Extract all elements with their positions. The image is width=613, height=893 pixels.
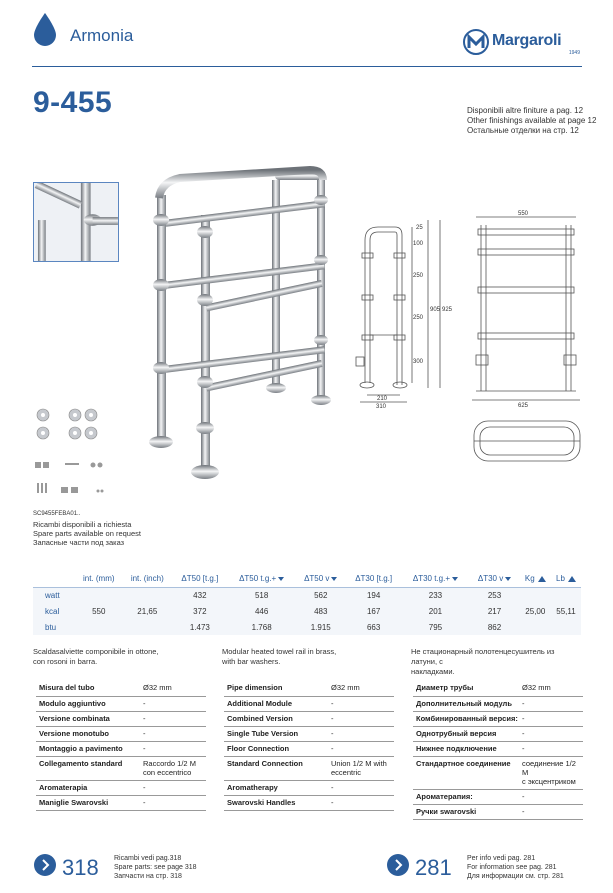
feature-value: - <box>328 795 394 810</box>
feature-key: Versione combinata <box>36 711 140 726</box>
spare-parts-line-en: Spare parts available on request <box>33 529 141 538</box>
product-photo <box>145 160 345 485</box>
feature-value: - <box>140 711 206 726</box>
table-row <box>413 789 583 804</box>
feature-value: - <box>140 726 206 741</box>
description-it <box>33 647 193 667</box>
finishes-line-it: Disponibili altre finiture a pag. 12 <box>467 106 584 115</box>
features-table-en <box>224 681 394 811</box>
feature-key: Нижнее подключение <box>413 741 519 756</box>
table-row <box>224 741 394 756</box>
feature-key: Aromatherapy <box>224 780 328 795</box>
feature-value: - <box>519 741 583 756</box>
feature-value: - <box>328 726 394 741</box>
feature-value-line: Union 1/2 M with <box>331 758 387 768</box>
description-en <box>222 647 382 667</box>
spare-parts-code: SC9455FEBA01.. <box>33 511 81 517</box>
features-table-it <box>36 681 206 811</box>
feature-key: Aromaterapia <box>36 780 140 795</box>
feature-value: Ø32 mm <box>328 681 394 696</box>
cell: 253 <box>469 587 519 603</box>
dim-25: 25 <box>416 225 423 231</box>
feature-value: - <box>328 711 394 726</box>
description-ru-line: накладками. <box>411 667 455 676</box>
table-header-row <box>33 571 581 587</box>
weight-icon <box>568 576 576 582</box>
dim-905: 905 <box>430 307 441 313</box>
feature-key: Modulo aggiuntivo <box>36 696 140 711</box>
table-row <box>413 741 583 756</box>
table-row <box>33 619 581 635</box>
feature-key: Additional Module <box>224 696 328 711</box>
table-row <box>36 711 206 726</box>
feature-key: Maniglie Swarovski <box>36 795 140 810</box>
feature-value-line: con eccentrico <box>143 767 192 777</box>
description-ru-line: Не стационарный полотенцесушитель из латуни, с <box>411 647 555 666</box>
footer-line-ru: Запчасти на стр. 318 <box>114 873 182 880</box>
feature-value <box>140 756 206 780</box>
feature-key: Диаметр трубы <box>413 681 519 696</box>
logo-mark-icon <box>462 28 490 56</box>
header-dt50-tgplus <box>228 571 296 587</box>
detail-thumbnail <box>33 182 119 262</box>
cell <box>123 619 173 635</box>
feature-key: Pipe dimension <box>224 681 328 696</box>
chevron-down-icon <box>452 577 458 581</box>
table-row <box>33 603 581 619</box>
feature-value: - <box>519 726 583 741</box>
dim-250-a: 250 <box>413 273 424 279</box>
collection-name: Armonia <box>70 26 134 45</box>
arrow-right-icon <box>34 854 56 876</box>
header-dt50-v <box>296 571 346 587</box>
feature-key: Дополнительный модуль <box>413 696 519 711</box>
header-dt50-v-label: ΔT50 v <box>304 574 330 584</box>
table-row <box>36 681 206 696</box>
feature-key: Single Tube Version <box>224 726 328 741</box>
dim-210: 210 <box>377 396 388 402</box>
cell-lb: 55,11 <box>551 603 581 619</box>
feature-value: Ø32 mm <box>140 681 206 696</box>
table-row <box>224 756 394 780</box>
dim-100: 100 <box>413 241 424 247</box>
table-row <box>413 711 583 726</box>
cell: 167 <box>346 603 402 619</box>
header-divider <box>32 66 582 67</box>
feature-value: - <box>519 711 583 726</box>
product-code: 9-455 <box>33 86 113 119</box>
table-row <box>33 587 581 603</box>
feature-key: Misura del tubo <box>36 681 140 696</box>
spare-parts-line-it: Ricambi disponibili a richiesta <box>33 520 132 529</box>
cell: 795 <box>401 619 469 635</box>
spare-parts-image <box>33 405 113 505</box>
cell <box>75 587 123 603</box>
footer-line-ru: Для информации см. стр. 281 <box>467 873 564 880</box>
footer-page-number: 281 <box>415 855 452 880</box>
cell <box>75 619 123 635</box>
table-row <box>413 756 583 789</box>
cell <box>551 587 581 603</box>
finishes-line-ru: Остальные отделки на стр. 12 <box>467 126 579 135</box>
table-row <box>224 681 394 696</box>
feature-key: Standard Connection <box>224 756 328 780</box>
feature-value: Ø32 mm <box>519 681 583 696</box>
footer-page-number: 318 <box>62 855 99 880</box>
description-en-line: with bar washers. <box>222 657 281 666</box>
row-label-kcal: kcal <box>33 603 75 619</box>
feature-key: Collegamento standard <box>36 756 140 780</box>
water-drop-icon <box>32 12 58 48</box>
footer-line-it: Per info vedi pag. 281 <box>467 855 536 862</box>
footer-spare-parts-link[interactable] <box>34 853 234 889</box>
finishes-note <box>467 106 596 136</box>
cell-kg: 25,00 <box>520 603 551 619</box>
table-row <box>224 726 394 741</box>
feature-value-line: соединение 1/2 M <box>522 758 576 777</box>
table-row <box>413 681 583 696</box>
feature-value: - <box>328 696 394 711</box>
header-int-inch: int. (inch) <box>123 571 173 587</box>
footer-line-it: Ricambi vedi pag.318 <box>114 855 182 862</box>
feature-key: Swarovski Handles <box>224 795 328 810</box>
row-label-btu: btu <box>33 619 75 635</box>
chevron-down-icon <box>331 577 337 581</box>
chevron-down-icon <box>278 577 284 581</box>
dim-925: 925 <box>442 307 453 313</box>
table-row <box>36 795 206 810</box>
feature-value: - <box>140 795 206 810</box>
cell: 1.768 <box>228 619 296 635</box>
footer-line-en: Spare parts: see page 318 <box>114 864 197 871</box>
header-dt50-tg: ΔT50 [t.g.] <box>172 571 228 587</box>
dim-250-b: 250 <box>413 315 424 321</box>
feature-key: Ручки swarovski <box>413 804 519 819</box>
cell: 862 <box>469 619 519 635</box>
cell: 201 <box>401 603 469 619</box>
footer-line-en: For information see pag. 281 <box>467 864 557 871</box>
header-dt30-tgplus-label: ΔT30 t.g.+ <box>412 574 450 584</box>
feature-value: - <box>328 741 394 756</box>
cell: 518 <box>228 587 296 603</box>
table-row <box>224 711 394 726</box>
cell <box>520 587 551 603</box>
footer-note <box>114 854 197 881</box>
header-dt30-tgplus <box>401 571 469 587</box>
output-table <box>33 571 581 635</box>
description-it-line: Scaldasalviette componibile in ottone, <box>33 647 159 656</box>
description-ru <box>411 647 581 677</box>
margaroli-logo <box>462 28 582 58</box>
technical-drawings <box>350 205 590 485</box>
feature-key: Montaggio a pavimento <box>36 741 140 756</box>
header-lb-label: Lb <box>556 574 565 584</box>
cell: 1.915 <box>296 619 346 635</box>
feature-value: - <box>519 696 583 711</box>
cell: 446 <box>228 603 296 619</box>
dim-625: 625 <box>518 403 529 409</box>
chevron-down-icon <box>505 577 511 581</box>
cell <box>520 619 551 635</box>
cell-int-mm: 550 <box>75 603 123 619</box>
feature-key: Versione monotubo <box>36 726 140 741</box>
arrow-right-icon <box>387 854 409 876</box>
table-row <box>36 741 206 756</box>
feature-value: - <box>140 741 206 756</box>
dim-550: 550 <box>518 211 529 217</box>
spare-parts-line-ru: Запасные части под заказ <box>33 538 125 547</box>
table-row <box>224 780 394 795</box>
table-row <box>224 795 394 810</box>
footer-info-link[interactable] <box>387 853 587 889</box>
finishes-line-en: Other finishings available at page 12 <box>467 116 597 125</box>
cell: 1.473 <box>172 619 228 635</box>
weight-icon <box>538 576 546 582</box>
table-row <box>36 726 206 741</box>
feature-value: - <box>519 789 583 804</box>
feature-key: Combined Version <box>224 711 328 726</box>
cell: 432 <box>172 587 228 603</box>
feature-value-line: с эксцентриком <box>522 776 576 786</box>
table-row <box>413 726 583 741</box>
feature-key: Стандартное соединение <box>413 756 519 789</box>
feature-value <box>519 756 583 789</box>
feature-value: - <box>140 780 206 795</box>
cell-int-inch: 21,65 <box>123 603 173 619</box>
feature-value: - <box>519 804 583 819</box>
feature-value-line: eccentric <box>331 767 362 777</box>
cell: 233 <box>401 587 469 603</box>
header-dt30-v <box>469 571 519 587</box>
table-row <box>224 696 394 711</box>
spare-parts-note <box>33 520 141 547</box>
description-en-line: Modular heated towel rail in brass, <box>222 647 337 656</box>
feature-key: Комбинированный версия: <box>413 711 519 726</box>
feature-key: Однотрубный версия <box>413 726 519 741</box>
table-row <box>36 756 206 780</box>
table-row <box>413 804 583 819</box>
cell: 194 <box>346 587 402 603</box>
header-kg <box>520 571 551 587</box>
row-label-watt: watt <box>33 587 75 603</box>
features-table-ru <box>413 681 583 820</box>
feature-value: - <box>140 696 206 711</box>
cell: 562 <box>296 587 346 603</box>
feature-key: Floor Connection <box>224 741 328 756</box>
feature-value <box>328 756 394 780</box>
header-int-mm: int. (mm) <box>75 571 123 587</box>
cell <box>551 619 581 635</box>
logo-year: 1949 <box>568 50 580 56</box>
table-row <box>36 696 206 711</box>
header-kg-label: Kg <box>524 574 535 584</box>
header-dt30-tg: ΔT30 [t.g.] <box>346 571 402 587</box>
dim-310: 310 <box>376 404 387 410</box>
cell: 483 <box>296 603 346 619</box>
footer-note <box>467 854 564 881</box>
cell: 663 <box>346 619 402 635</box>
feature-value: - <box>328 780 394 795</box>
cell <box>123 587 173 603</box>
cell: 217 <box>469 603 519 619</box>
feature-value-line: Raccordo 1/2 M <box>143 758 196 768</box>
description-it-line: con rosoni in barra. <box>33 657 98 666</box>
page-header <box>0 0 613 68</box>
dim-300: 300 <box>413 359 424 365</box>
table-row <box>413 696 583 711</box>
header-dt50-tgplus-label: ΔT50 t.g.+ <box>239 574 277 584</box>
header-dt30-v-label: ΔT30 v <box>477 574 504 584</box>
logo-text: Margaroli <box>492 32 562 49</box>
table-row <box>36 780 206 795</box>
cell: 372 <box>172 603 228 619</box>
feature-key: Ароматерапия: <box>413 789 519 804</box>
header-lb <box>551 571 581 587</box>
header-blank <box>33 571 75 587</box>
